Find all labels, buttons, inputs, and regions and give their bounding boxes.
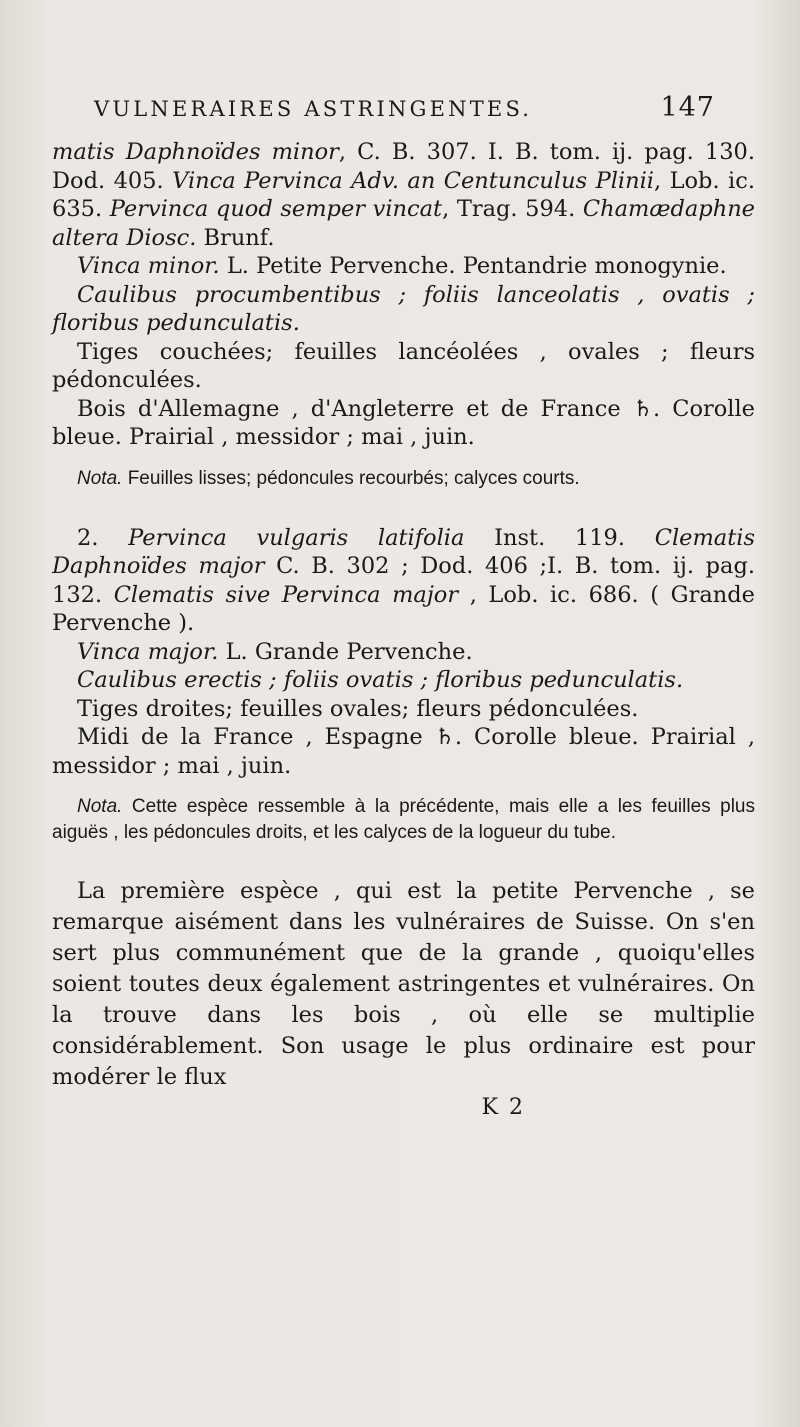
habitat-paragraph-1: Bois d'Allemagne , d'Angleterre et de France ♄. Corolle bleue. Prairial , messidor ; mai , juin. — [52, 395, 755, 450]
reference-text: , Lob. ic. 635. — [52, 167, 755, 222]
reference-text: , Trag. 594. — [442, 196, 583, 222]
nota-text: Cette espèce ressemble à la précédente, mais elle a les feuilles plus aiguës , les pédoncules droits, et les calyces de la logueur du tube. — [52, 796, 755, 843]
reference-text: Inst. 119. — [464, 524, 655, 551]
nota-text: Feuilles lisses; pédoncules recourbés; calyces courts. — [122, 467, 580, 489]
running-title: VULNERAIRES ASTRINGENTES. — [94, 97, 533, 121]
page-number: 147 — [660, 92, 715, 123]
running-head — [52, 92, 755, 138]
synonym-text: Vinca Pervinca Adv. an Centunculus Plinii — [172, 167, 654, 194]
species-name-paragraph-2 — [52, 638, 755, 667]
nota-label: Nota. — [77, 796, 123, 817]
common-name: L. Petite Pervenche. Pentandrie monogynie. — [219, 253, 727, 279]
reference-text: , C. B. 307. I. B. tom. ij. pag. 130. Dod. 405. — [52, 139, 755, 194]
latin-diagnosis-1 — [52, 281, 755, 338]
body-text — [52, 138, 755, 1093]
french-diagnosis-1: Tiges couchées; feuilles lancéolées , ovales ; fleurs pédonculées. — [52, 338, 755, 393]
french-diagnosis-2: Tiges droites; feuilles ovales; fleurs pédonculées. — [77, 695, 639, 722]
nota-label: Nota. — [77, 467, 123, 489]
latin-diagnosis-text: Caulibus procumbentibus ; foliis lanceolatis , ovatis ; floribus pedunculatis. — [52, 281, 755, 336]
latin-diagnosis-text: Caulibus erectis ; foliis ovatis ; floribus pedunculatis. — [77, 667, 684, 693]
synonym-text: Pervinca vulgaris latifolia — [128, 524, 465, 551]
synonym-text: Chamædaphne altera Diosc. — [52, 196, 755, 251]
species-number: 2. — [77, 524, 129, 551]
synonymy-paragraph-1 — [52, 138, 755, 252]
signature-mark: K 2 — [481, 1095, 525, 1120]
reference-text: Brunf. — [196, 224, 275, 251]
reference-text: C. B. 302 ; Dod. 406 ;I. B. tom. ij. pag. 132. — [52, 553, 756, 608]
synonym-text: Clematis sive Pervinca major — [113, 581, 459, 608]
linnaean-name: Vinca minor. — [77, 253, 220, 279]
reference-text: , Lob. ic. 686. ( Grande Pervenche ). — [52, 581, 755, 636]
synonym-text: matis Daphnoïdes minor — [52, 139, 339, 165]
nota-2 — [52, 794, 755, 846]
species-name-paragraph-1 — [52, 252, 755, 281]
nota-1 — [52, 466, 755, 492]
commentary-paragraph: La première espèce , qui est la petite Pervenche , se remarque aisément dans les vulnéraires de Suisse. On s'en sert plus communément que de la grande , quoiqu'elles soient toutes deux également astringentes et vulnéraires. On la trouve dans les bois , où elle se multiplie considérablement. Son usage le plus ordinaire est pour modérer le flux — [52, 878, 755, 1090]
synonymy-paragraph-2 — [52, 524, 755, 638]
habitat-paragraph-2: Midi de la France , Espagne ♄. Corolle bleue. Prairial , messidor ; mai , juin. — [52, 724, 755, 779]
linnaean-name: Vinca major. — [77, 638, 219, 665]
synonym-text: Pervinca quod semper vincat — [109, 196, 443, 222]
synonym-text: Clematis Daphnoïdes major — [52, 524, 755, 579]
common-name: L. Grande Pervenche. — [218, 638, 473, 665]
latin-diagnosis-2 — [52, 666, 755, 695]
